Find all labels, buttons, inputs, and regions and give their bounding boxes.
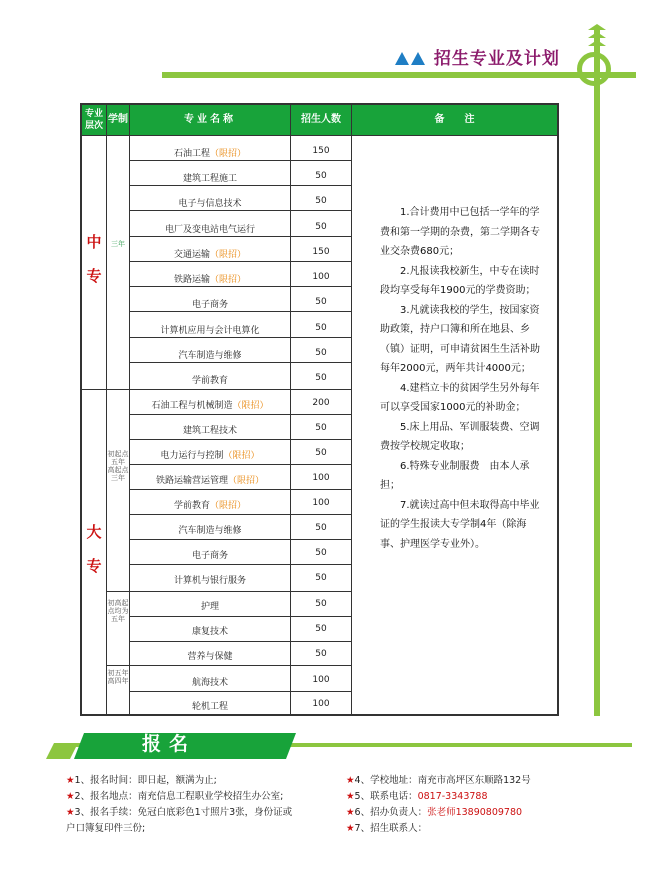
major-name: 学前教育（限招） <box>173 501 247 511</box>
note-item: 1.合计费用中已包括一学年的学费和第一学期的杂费，第二学期各专业交杂费680元； <box>380 207 540 257</box>
major-name: 营养与保健 <box>187 652 233 662</box>
note-item: 5.床上用品、军训服装费、空调费按学校规定收取； <box>380 421 540 452</box>
info-item-2: ★2、报名地点：南充信息工程职业学校招生办公室; <box>66 791 284 802</box>
major-quota: 50 <box>315 297 327 307</box>
major-quota: 50 <box>315 323 327 333</box>
major-name: 石油工程（限招） <box>173 149 247 159</box>
grid-line <box>82 135 557 136</box>
major-quota: 50 <box>315 171 327 181</box>
row-separator <box>290 337 352 338</box>
row-separator <box>290 236 352 237</box>
major-quota: 150 <box>312 146 330 156</box>
row-separator <box>129 389 290 390</box>
major-quota: 50 <box>315 448 327 458</box>
major-quota: 100 <box>312 498 330 508</box>
major-quota: 50 <box>315 348 327 358</box>
major-name: 电力运行与控制（限招） <box>160 451 260 461</box>
star-icon: ★ <box>66 775 75 786</box>
row-separator <box>129 564 290 565</box>
row-separator <box>290 439 352 440</box>
header-vertical-line <box>594 26 600 716</box>
row-separator <box>290 564 352 565</box>
level-secondary: 中专 <box>86 233 102 285</box>
row-separator <box>129 514 290 515</box>
row-separator <box>129 337 290 338</box>
row-separator <box>290 641 352 642</box>
major-name: 汽车制造与维修 <box>178 351 242 361</box>
major-name: 学前教育 <box>191 376 228 386</box>
major-quota: 50 <box>315 649 327 659</box>
row-separator <box>129 286 290 287</box>
major-name: 石油工程与机械制造（限招） <box>151 401 269 411</box>
table-header-row <box>82 105 557 135</box>
note-item: 3.凡就读我校的学生，按国家资助政策，持户口簿和所在地县、乡（镇）证明，可申请贫困生生活补助每年2000元，两年共计4000元； <box>380 304 540 374</box>
star-icon: ★ <box>346 775 355 786</box>
row-separator <box>129 261 290 262</box>
row-separator <box>129 539 290 540</box>
row-separator <box>129 210 290 211</box>
triangle-icon <box>411 52 425 65</box>
major-quota: 50 <box>315 523 327 533</box>
info-item-5: ★5、联系电话：0817-3343788 <box>346 791 488 802</box>
row-separator <box>129 185 290 186</box>
info-item-1: ★1、报名时间：即日起，额满为止; <box>66 775 217 786</box>
grid-line <box>106 665 129 666</box>
chevron-up-icon <box>588 24 606 30</box>
major-quota: 50 <box>315 548 327 558</box>
duration-college-1: 初起点五年 高起点三年 <box>107 450 129 482</box>
row-separator <box>290 286 352 287</box>
header-quota: 招生人数 <box>301 114 341 125</box>
note-item: 6.特殊专业制服费 由本人承担； <box>380 460 530 491</box>
info-item-3: ★3、报名手续：免冠白底彩色1寸照片3张，身份证或 <box>66 807 293 818</box>
row-separator <box>129 464 290 465</box>
major-name: 计算机应用与会计电算化 <box>160 326 260 336</box>
row-separator <box>129 591 290 592</box>
grid-line <box>106 591 129 592</box>
row-separator <box>290 539 352 540</box>
star-icon: ★ <box>66 807 75 818</box>
header-major: 专业名称 <box>184 114 236 125</box>
major-quota: 50 <box>315 373 327 383</box>
row-separator <box>290 489 352 490</box>
header-notes: 备 注 <box>434 114 475 125</box>
major-quota: 100 <box>312 473 330 483</box>
grid-line <box>82 389 129 390</box>
major-name: 建筑工程施工 <box>182 174 237 184</box>
major-name: 铁路运输营运管理（限招） <box>155 476 265 486</box>
major-quota: 100 <box>312 675 330 685</box>
triangle-icon <box>395 52 409 65</box>
major-quota: 100 <box>312 699 330 709</box>
row-separator <box>129 641 290 642</box>
level-college: 大专 <box>86 523 102 575</box>
star-icon: ★ <box>66 791 75 802</box>
row-separator <box>290 389 352 390</box>
row-separator <box>290 591 352 592</box>
major-quota: 50 <box>315 599 327 609</box>
major-name: 汽车制造与维修 <box>178 526 242 536</box>
major-name: 计算机与银行服务 <box>173 576 246 586</box>
info-item-3-cont: 户口簿复印件三份; <box>66 823 146 834</box>
major-name: 建筑工程技术 <box>182 426 237 436</box>
major-quota: 50 <box>315 573 327 583</box>
page-title-text: 招生专业及计划 <box>433 49 560 69</box>
major-name: 电子与信息技术 <box>178 199 242 209</box>
row-separator <box>290 210 352 211</box>
chevron-up-icon <box>588 32 606 38</box>
row-separator <box>290 514 352 515</box>
row-separator <box>129 362 290 363</box>
major-quota: 50 <box>315 624 327 634</box>
row-separator <box>290 616 352 617</box>
major-quota: 200 <box>312 398 330 408</box>
header-duration: 学制 <box>108 114 128 125</box>
star-icon: ★ <box>346 807 355 818</box>
row-separator <box>129 414 290 415</box>
row-separator <box>129 311 290 312</box>
header-horizontal-line <box>162 72 636 78</box>
major-name: 航海技术 <box>191 678 228 688</box>
major-quota: 50 <box>315 222 327 232</box>
page-title <box>395 44 560 69</box>
enrollment-title: 报名 <box>142 733 197 755</box>
major-name: 电厂及变电站电气运行 <box>164 225 255 235</box>
star-icon: ★ <box>346 823 355 834</box>
note-item: 2.凡报读我校新生，中专在读时段均享受每年1900元的学费资助； <box>380 265 540 296</box>
info-item-6: ★6、招办负责人：张老师13890809780 <box>346 807 523 818</box>
row-separator <box>290 311 352 312</box>
major-name: 铁路运输（限招） <box>173 275 247 285</box>
row-separator <box>129 236 290 237</box>
notes-cell <box>380 203 542 554</box>
note-item: 4.建档立卡的贫困学生另外每年可以享受国家1000元的补助金； <box>380 382 540 413</box>
chevron-up-icon <box>588 40 606 46</box>
major-name: 康复技术 <box>191 627 228 637</box>
row-separator <box>129 160 290 161</box>
major-quota: 50 <box>315 196 327 206</box>
major-name: 电子商务 <box>191 300 228 310</box>
row-separator <box>129 616 290 617</box>
row-separator <box>129 489 290 490</box>
row-separator <box>290 691 352 692</box>
header-ring-ornament <box>577 52 611 86</box>
duration-secondary: 三年 <box>111 240 125 248</box>
row-separator <box>290 665 352 666</box>
info-item-4: ★4、学校地址：南充市高坪区东顺路132号 <box>346 775 531 786</box>
row-separator <box>129 691 290 692</box>
header-level: 专业层次 <box>84 109 103 131</box>
majors-table <box>80 103 559 716</box>
duration-college-2: 初高起点均为五年 <box>107 599 129 623</box>
grid-line <box>351 105 352 714</box>
row-separator <box>129 439 290 440</box>
row-separator <box>290 414 352 415</box>
enrollment-header-bar <box>46 733 632 759</box>
major-quota: 150 <box>312 247 330 257</box>
row-separator <box>290 160 352 161</box>
row-separator <box>290 464 352 465</box>
note-item: 7.就读过高中但未取得高中毕业证的学生报读大专学制4年（除海事、护理医学专业外）。 <box>380 499 540 550</box>
info-item-7: ★7、招生联系人： <box>346 823 428 834</box>
row-separator <box>290 362 352 363</box>
major-name: 轮机工程 <box>191 702 228 712</box>
row-separator <box>290 185 352 186</box>
star-icon: ★ <box>346 791 355 802</box>
major-name: 护理 <box>200 602 219 612</box>
row-separator <box>129 665 290 666</box>
major-quota: 100 <box>312 272 330 282</box>
duration-college-3: 初五年高四年 <box>107 669 129 685</box>
row-separator <box>290 261 352 262</box>
major-quota: 50 <box>315 423 327 433</box>
major-name: 电子商务 <box>191 551 228 561</box>
major-name: 交通运输（限招） <box>173 250 247 260</box>
